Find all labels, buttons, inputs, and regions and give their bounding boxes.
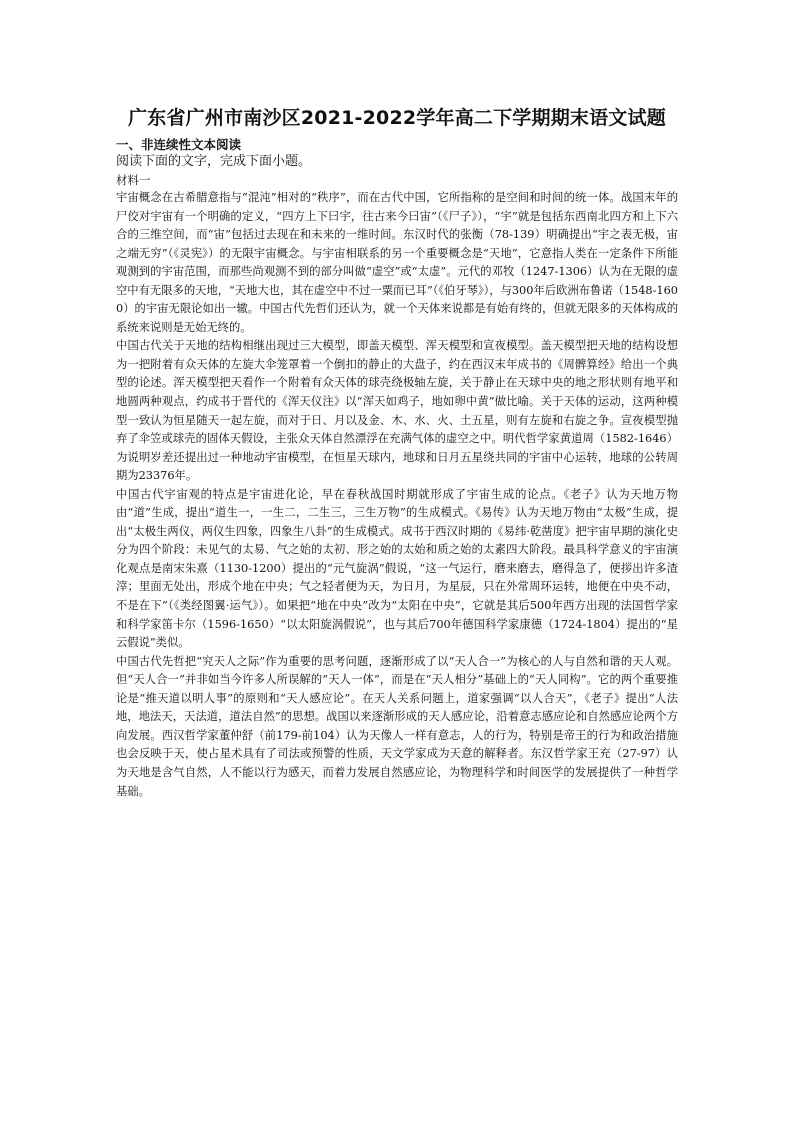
paragraph-cosmos-evolution: 中国古代宇宙观的特点是宇宙进化论，早在春秋战国时期就形成了宇宙生成的论点。《老子》认为天地万物由“道”生成，提出“道生一，一生二，二生三，三生万物”的生成模式。《易传》认为天地万物由“太极”生成，提出“太极生两仪，两仪生四象，四象生八卦”的生成模式。成书于西汉时期的《易纬·乾凿度》把宇宙早期的演化史分为四个阶段：未见气的太易、气之始的太初、形之始的太始和质之始的太素四大阶段。最具科学意义的宇宙演化观点是南宋朱熹（1130-1200）提出的“元气旋涡”假说，“这一气运行，磨来磨去，磨得急了，便拶出许多渣滓；里面无处出，形成个地在中央；气之轻者便为天，为日月，为星辰，只在外常周环运转，地便在中央不动，不是在下”（《类经图翼·运气》）。如果把“地在中央”改为“太阳在中央”，它就是其后500年西方出现的法国哲学家和科学家笛卡尔（1596-1650）“以太阳旋涡假说”，也与其后700年德国科学家康德（1724-1804）提出的“星云假说”类似。 [116,487,678,650]
document-page [116,104,678,801]
section-heading: 一、非连续性文本阅读 [116,137,242,152]
paragraph-cosmos-models: 中国古代关于天地的结构相继出现过三大模型，即盖天模型、浑天模型和宣夜模型。盖天模型把天地的结构设想为一把附着有众天体的左旋大伞笼罩着一个倒扣的静止的大盘子，约在西汉末年成书的《周髀算经》给出一个典型的论述。浑天模型把天看作一个附着有众天体的球壳绕极轴左旋，关于静止在天球中央的地之形状则有地平和地圆两种观点，约成书于晋代的《浑天仪注》以“浑天如鸡子，地如卵中黄”做比喻。关于天体的运动，这两种模型一致认为恒星随天一起左旋，而对于日、月以及金、木、水、火、土五星，则有左旋和右旋之争。宣夜模型抛弃了伞笠或球壳的固体天假设，主张众天体自然漂浮在充满气体的虚空之中。明代哲学家黄道周（1582-1646）为说明岁差还提出过一种地动宇宙模型，在恒星天球内，地球和日月五星绕共同的宇宙中心运转，地球的公转周期为23376年。 [116,339,678,483]
document-title: 广东省广州市南沙区2021-2022学年高二下学期期末语文试题 [128,107,666,129]
paragraph-heaven-human: 中国古代先哲把“究天人之际”作为重要的思考问题，逐渐形成了以“天人合一”为核心的人与自然和谐的天人观。但“天人合一”并非如当今许多人所误解的“天人一体”，而是在“天人相分”基础上的“天人同构”。它的两个重要推论是“推天道以明人事”的原则和“天人感应论”。在天人关系问题上，道家强调“以人合天”，《老子》提出“人法地，地法天，天法道，道法自然”的思想。战国以来逐渐形成的天人感应论，沿着意志感应论和自然感应论两个方向发展。西汉哲学家董仲舒（前179-前104）认为天像人一样有意志，人的行为，特别是帝王的行为和政治措施也会反映于天，使占星术具有了司法或预警的性质，天文学家成为天意的解释者。东汉哲学家王充（27-97）认为天地是含气自然，人不能以行为感天，而着力发展自然感应论，为物理科学和时间医学的发展提供了一种哲学基础。 [116,654,678,798]
paragraph-cosmos-concept: 宇宙概念在古希腊意指与“混沌”相对的“秩序”，而在古代中国，它所指称的是空间和时间的统一体。战国末年的尸佼对宇宙有一个明确的定义，“四方上下曰宇，往古来今曰宙”（《尸子》），“宇”就是包括东西南北四方和上下六合的三维空间，而“宙”包括过去现在和未来的一维时间。东汉时代的张衡（78-139）明确提出“宇之表无极，宙之端无穷”（《灵宪》）的无限宇宙概念。与宇宙相联系的另一个重要概念是“天地”，它意指人类在一定条件下所能观测到的宇宙范围，而那些尚观测不到的部分叫做“虚空”或“太虚”。元代的邓牧（1247-1306）认为在无限的虚空中有无限多的天地，“天地大也，其在虚空中不过一粟而已耳”（《伯牙琴》），与300年后欧洲布鲁诺（1548-1600）的宇宙无限论如出一辙。中国古代先哲们还认为，就一个天体来说都是有始有终的，但就无限多的天体构成的系统来说则是无始无终的。 [116,191,678,334]
material-label: 材料一 [116,173,151,187]
reading-instruction: 阅读下面的文字，完成下面小题。 [116,154,312,169]
